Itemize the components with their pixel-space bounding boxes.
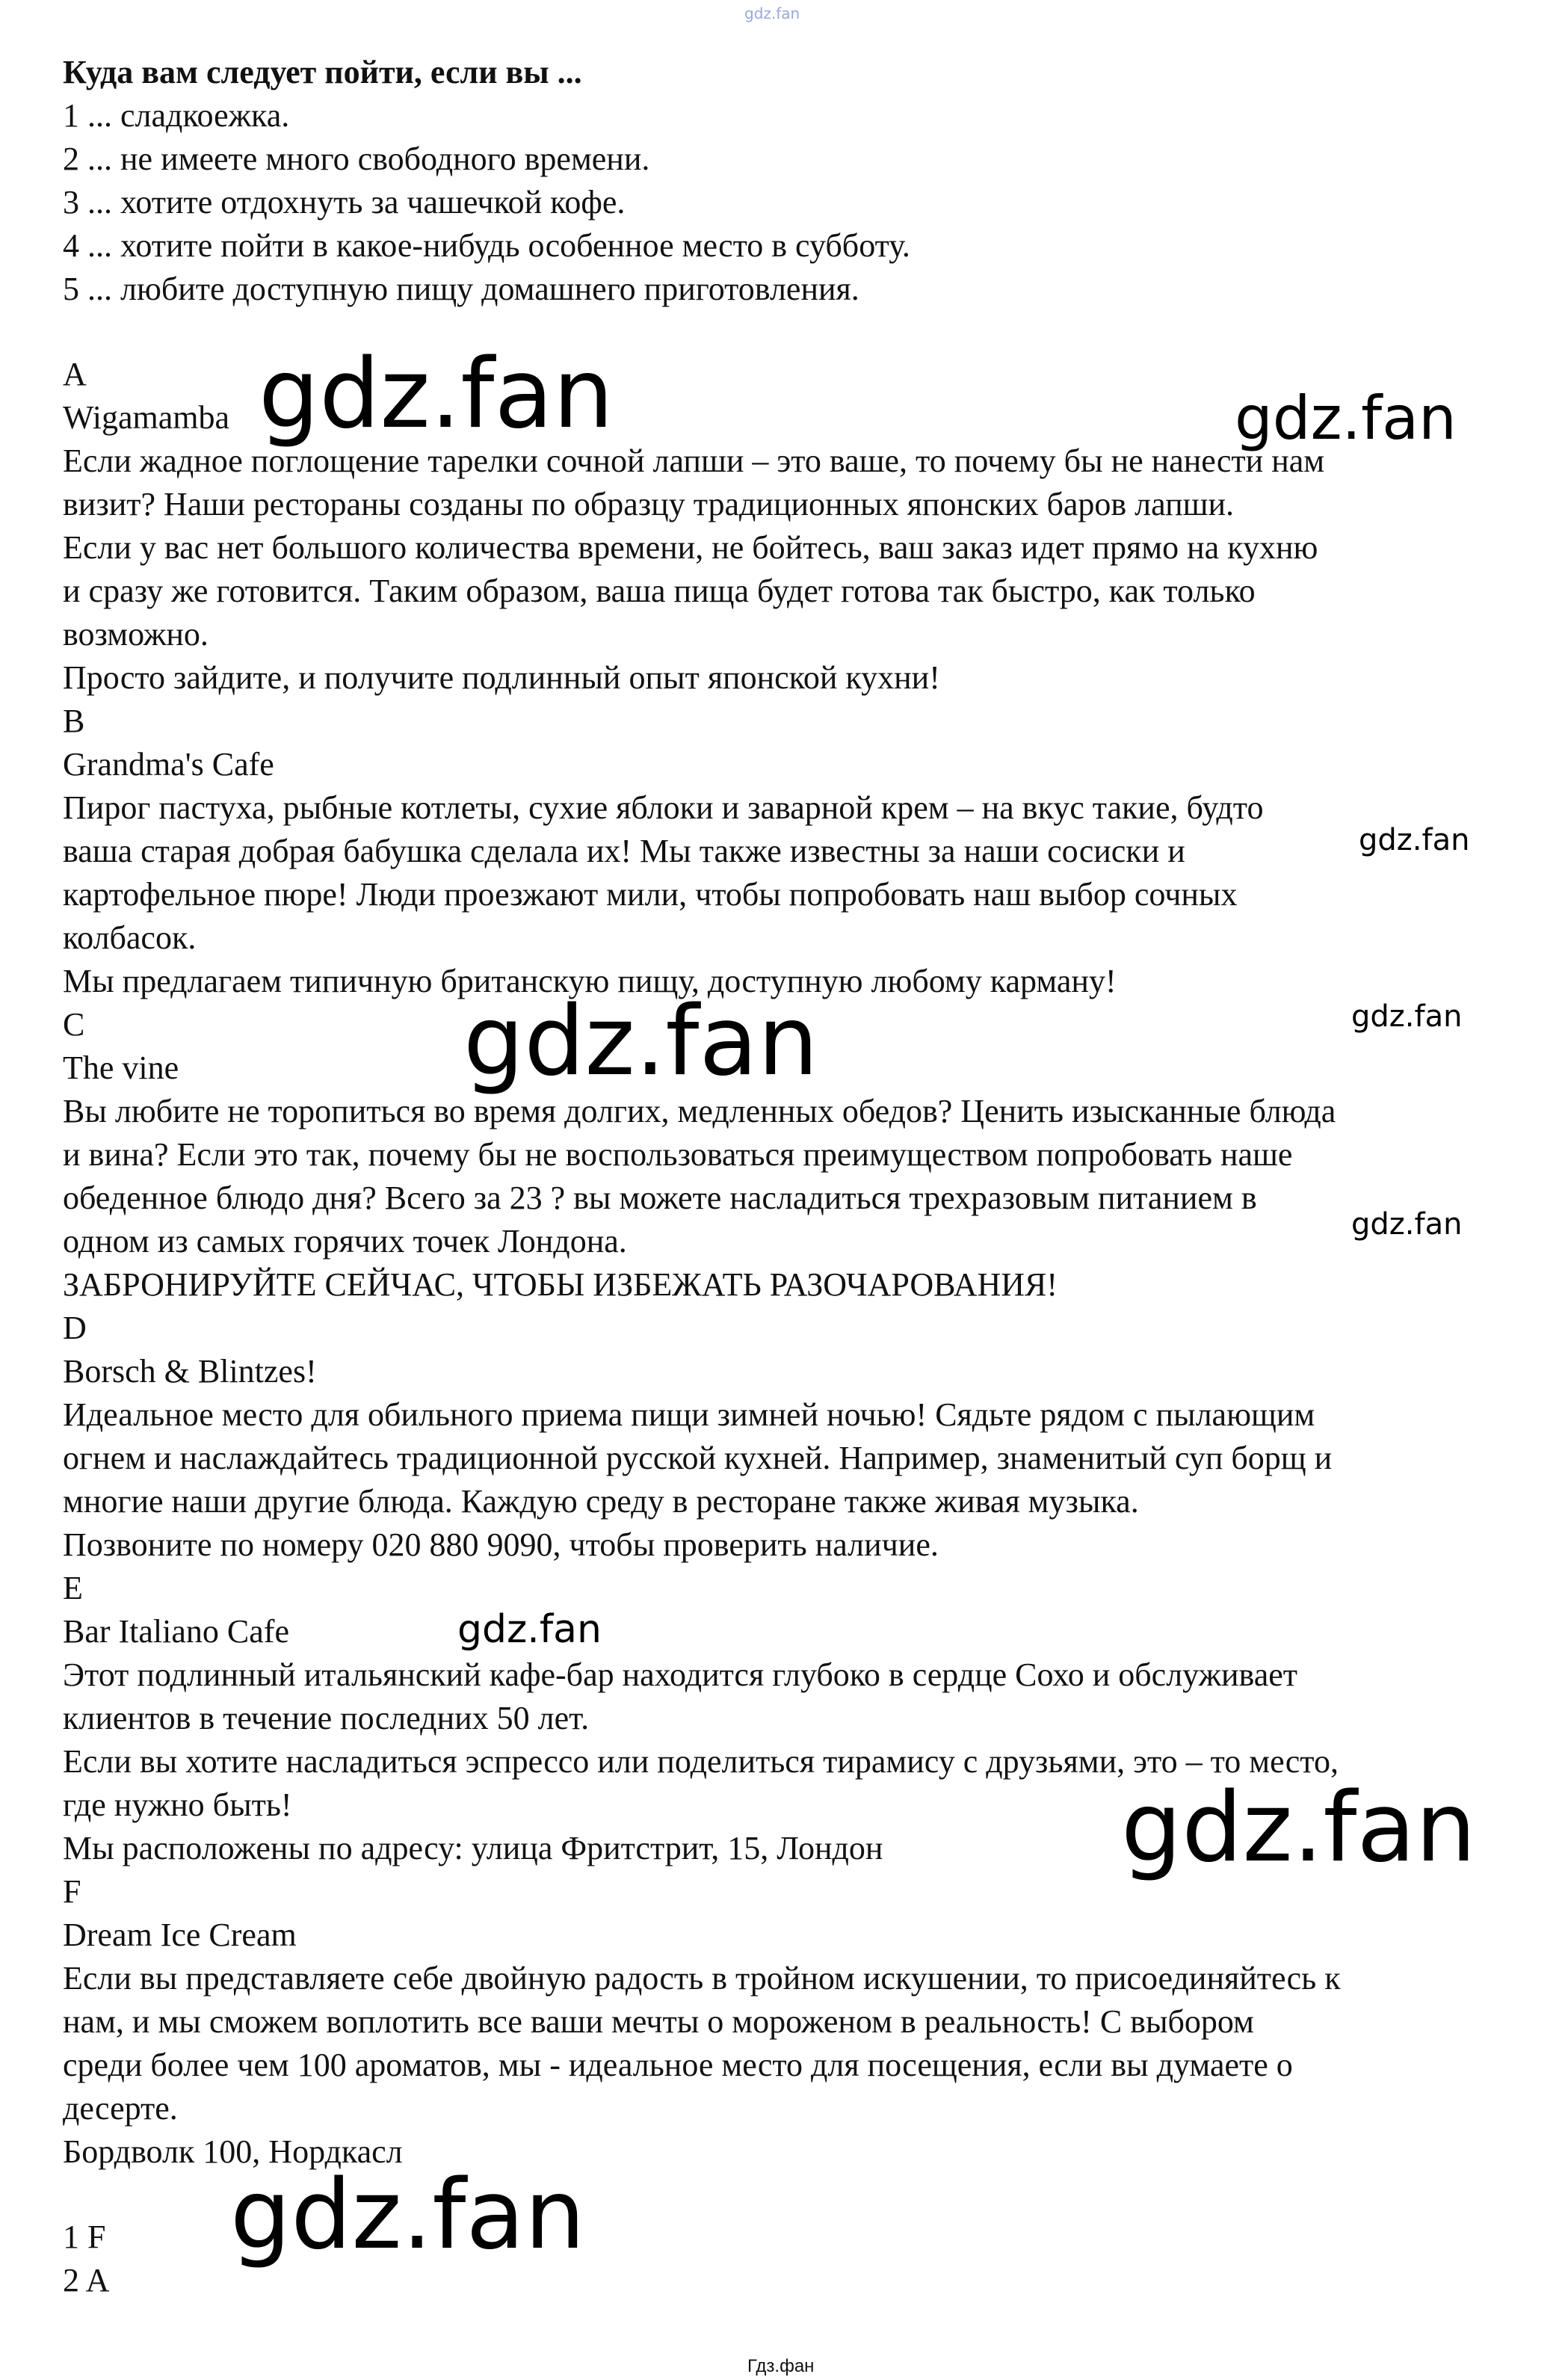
section-text-line: десерте. [63,2090,178,2127]
question-item: 4 ... хотите пойти в какое-нибудь особенное место в субботу. [63,227,910,264]
watermark: gdz.fan [1351,1207,1463,1242]
footer-text: Гдз.фан [747,2356,815,2376]
task-title: Куда вам следует пойти, если вы ... [63,54,582,90]
section-text-line: Позвоните по номеру 020 880 9090, чтобы проверить наличие. [63,1526,939,1563]
section-name: The vine [63,1049,179,1086]
watermark: gdz.fan [1359,823,1470,857]
section-text-line: и сразу же готовится. Таким образом, ваша пища будет готова так быстро, как только [63,573,1256,609]
section-text-line: среди более чем 100 ароматов, мы - идеальное место для посещения, если вы думаете о [63,2047,1293,2083]
section-name: Grandma's Cafe [63,746,274,783]
section-text-line: где нужно быть! [63,1786,292,1823]
section-text-line: нам, и мы сможем воплотить все ваши мечты о мороженом в реальность! С выбором [63,2003,1254,2040]
section-text-line: одном из самых горячих точек Лондона. [63,1223,627,1260]
section-letter: D [63,1310,87,1346]
section-text-line: Если у вас нет большого количества времени, не бойтесь, ваш заказ идет прямо на кухню [63,529,1318,566]
section-letter: F [63,1873,81,1910]
section-text-line: Мы расположены по адресу: улица Фритстрит, 15, Лондон [63,1830,883,1866]
section-text-line: обеденное блюдо дня? Всего за 23 ? вы можете насладиться трехразовым питанием в [63,1180,1257,1216]
top-watermark: gdz.fan [744,4,800,22]
section-letter: B [63,703,85,739]
section-text-line: ваша старая добрая бабушка сделала их! Мы также известны за наши сосиски и [63,833,1185,869]
section-text-line: ЗАБРОНИРУЙТЕ СЕЙЧАС, ЧТОБЫ ИЗБЕЖАТЬ РАЗОЧАРОВАНИЯ! [63,1266,1058,1303]
watermark: gdz.fan [457,1607,602,1652]
watermark: gdz.fan [1351,999,1463,1034]
watermark: gdz.fan [1235,383,1457,453]
question-item: 1 ... сладкоежка. [63,97,290,134]
section-name: Borsch & Blintzes! [63,1353,317,1390]
section-text-line: клиентов в течение последних 50 лет. [63,1700,590,1736]
questions-list [63,94,1528,311]
question-item: 5 ... любите доступную пищу домашнего приготовления. [63,271,859,307]
answer-item: 2 A [63,2262,110,2299]
watermark: gdz.fan [230,2159,585,2271]
section-name: Bar Italiano Cafe [63,1613,289,1650]
section-text-line: многие наши другие блюда. Каждую среду в ресторане также живая музыка. [63,1483,1139,1520]
question-item: 3 ... хотите отдохнуть за чашечкой кофе. [63,184,626,221]
section-d [63,1307,1528,1567]
section-text-line: Если вы представляете себе двойную радость в тройном искушении, то присоединяйтесь к [63,1960,1341,1997]
section-letter: C [63,1006,85,1043]
section-text-line: возможно. [63,616,209,653]
watermark: gdz.fan [1121,1772,1476,1884]
section-f [63,1870,1528,2174]
section-text-line: Вы любите не торопиться во время долгих, медленных обедов? Ценить изысканные блюда [63,1093,1336,1129]
answer-item: 1 F [63,2219,106,2255]
section-text-line: Мы предлагаем типичную британскую пищу, доступную любому карману! [63,963,1117,999]
section-letter: E [63,1570,83,1606]
section-b [63,700,1528,1003]
section-text-line: и вина? Если это так, почему бы не воспользоваться преимуществом попробовать наше [63,1136,1293,1173]
section-text-line: визит? Наши рестораны созданы по образцу традиционных японских баров лапши. [63,486,1235,522]
section-text-line: Если жадное поглощение тарелки сочной лапши – это ваше, то почему бы не нанести нам [63,443,1325,479]
section-text-line: картофельное пюре! Люди проезжают мили, чтобы попробовать наш выбор сочных [63,876,1238,913]
watermark: gdz.fan [259,339,614,450]
section-text-line: Если вы хотите насладиться эспрессо или поделиться тирамису с друзьями, это – то место, [63,1743,1339,1780]
section-text-line: Этот подлинный итальянский кафе-бар находится глубоко в сердце Сохо и обслуживает [63,1656,1298,1693]
question-item: 2 ... не имеете много свободного времени. [63,141,650,177]
section-text-line: Просто зайдите, и получите подлинный опыт японской кухни! [63,659,940,696]
section-text-line: колбасок. [63,919,197,956]
section-letter: A [63,356,87,392]
section-text-line: Идеальное место для обильного приема пищи зимней ночью! Сядьте рядом с пылающим [63,1396,1315,1433]
section-text-line: огнем и наслаждайтесь традиционной русской кухней. Например, знаменитый суп борщ и [63,1440,1333,1476]
section-name: Dream Ice Cream [63,1917,297,1953]
section-text-line: Пирог пастуха, рыбные котлеты, сухие яблоки и заварной крем – на вкус такие, будто [63,789,1264,826]
watermark: gdz.fan [463,986,818,1097]
section-name: Wigamamba [63,399,230,436]
section-text-line: Бордволк 100, Нордкасл [63,2133,403,2170]
